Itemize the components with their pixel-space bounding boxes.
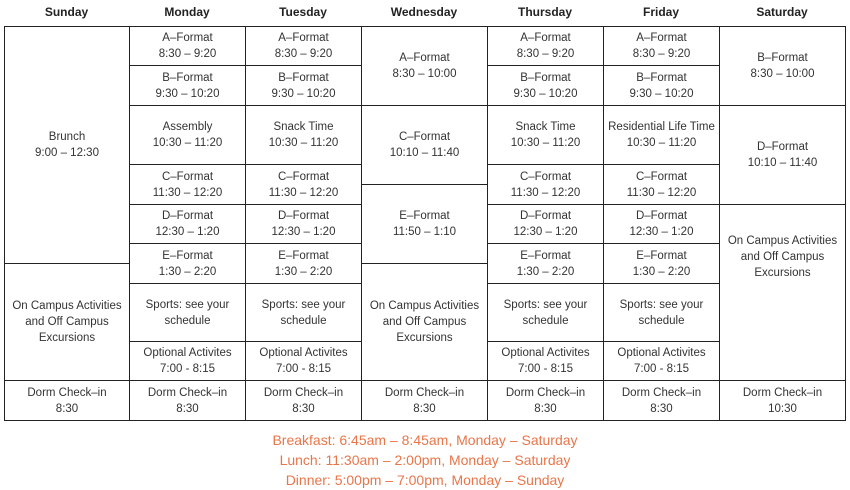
header-friday: Friday xyxy=(642,5,679,19)
cell-time: 8:30 – 9:20 xyxy=(516,48,575,60)
friday-residential-cell xyxy=(603,105,720,165)
cell-line: schedule xyxy=(280,314,327,327)
cell-title: B–Format xyxy=(636,71,687,84)
cell-title: Dorm Check–in xyxy=(742,386,823,399)
meal-breakfast: Breakfast: 6:45am – 8:45am, Monday – Saturday xyxy=(272,432,578,448)
monday-a-format-cell xyxy=(129,26,246,66)
friday-optional-cell xyxy=(603,341,720,381)
cell-time: 7:00 - 8:15 xyxy=(276,363,331,375)
friday-d-format-cell xyxy=(603,204,720,244)
cell-line: On Campus Activities xyxy=(12,300,122,312)
cell-time: 8:30 – 10:00 xyxy=(750,68,815,80)
cell-title: E–Format xyxy=(162,249,213,262)
cell-time: 9:30 – 10:20 xyxy=(271,87,336,100)
cell-title: D–Format xyxy=(519,210,572,222)
cell-time: 8:30 – 9:20 xyxy=(632,48,691,60)
cell-time: 10:30 – 11:20 xyxy=(626,137,697,149)
cell-time: 10:30 xyxy=(768,402,797,415)
cell-time: 10:10 – 11:40 xyxy=(747,157,818,169)
cell-line: schedule xyxy=(638,314,685,327)
cell-time: 8:30 xyxy=(650,402,673,415)
cell-line: and Off Campus xyxy=(740,251,825,263)
cell-time: 11:30 – 12:20 xyxy=(510,186,581,199)
cell-title: A–Format xyxy=(399,52,450,64)
wednesday-a-format-cell xyxy=(361,26,488,106)
thursday-d-format-cell xyxy=(487,204,604,244)
cell-title: D–Format xyxy=(161,210,214,222)
friday-sports-cell xyxy=(603,283,720,342)
friday-c-format-cell xyxy=(603,164,720,205)
cell-title: B–Format xyxy=(278,71,329,84)
cell-time: 1:30 – 2:20 xyxy=(158,265,217,278)
cell-time: 8:30 xyxy=(292,402,315,415)
friday-dorm-cell xyxy=(603,380,720,421)
cell-title: A–Format xyxy=(636,32,687,44)
cell-time: 8:30 xyxy=(55,402,79,415)
thursday-optional-cell xyxy=(487,341,604,381)
cell-title: A–Format xyxy=(278,32,329,44)
tuesday-e-format-cell xyxy=(245,243,362,284)
cell-line: On Campus Activities xyxy=(369,300,480,312)
cell-line: Sports: see your xyxy=(619,298,704,311)
cell-title: Optional Activites xyxy=(617,347,706,359)
cell-title: E–Format xyxy=(636,249,687,262)
cell-title: Dorm Check–in xyxy=(384,386,465,399)
header-monday: Monday xyxy=(164,5,210,19)
header-tuesday: Tuesday xyxy=(279,5,327,19)
thursday-sports-cell xyxy=(487,283,604,342)
cell-title: Assembly xyxy=(162,121,213,133)
tuesday-d-format-cell xyxy=(245,204,362,244)
cell-time: 1:30 – 2:20 xyxy=(516,265,575,278)
wednesday-e-format-cell xyxy=(361,184,488,264)
tuesday-sports-cell xyxy=(245,283,362,342)
cell-time: 11:30 – 12:20 xyxy=(268,186,339,199)
friday-e-format-cell xyxy=(603,243,720,284)
cell-time: 10:10 – 11:40 xyxy=(389,147,460,159)
meal-lunch: Lunch: 11:30am – 2:00pm, Monday – Saturday xyxy=(279,452,571,468)
tuesday-dorm-cell xyxy=(245,380,362,421)
tuesday-a-format-cell xyxy=(245,26,362,66)
cell-time: 12:30 – 1:20 xyxy=(629,226,694,238)
cell-time: 9:30 – 10:20 xyxy=(513,87,578,100)
cell-title: Dorm Check–in xyxy=(505,386,586,399)
header-thursday: Thursday xyxy=(517,5,572,19)
cell-title: D–Format xyxy=(635,210,688,222)
cell-line: On Campus Activities xyxy=(727,235,838,247)
cell-time: 8:30 xyxy=(534,402,557,415)
cell-title: Optional Activites xyxy=(143,347,232,359)
cell-title: E–Format xyxy=(520,249,571,262)
cell-line: Excursions xyxy=(396,332,453,344)
monday-dorm-cell xyxy=(129,380,246,421)
cell-time: 11:30 – 12:20 xyxy=(626,186,697,199)
cell-line: schedule xyxy=(522,314,569,327)
cell-time: 12:30 – 1:20 xyxy=(155,226,220,238)
cell-time: 12:30 – 1:20 xyxy=(271,226,336,238)
cell-line: Excursions xyxy=(754,267,811,279)
cell-title: E–Format xyxy=(399,210,450,222)
tuesday-optional-cell xyxy=(245,341,362,381)
monday-c-format-cell xyxy=(129,164,246,205)
tuesday-snack-cell xyxy=(245,105,362,165)
saturday-activities-cell xyxy=(719,204,846,381)
cell-time: 1:30 – 2:20 xyxy=(274,265,333,278)
header-saturday: Saturday xyxy=(756,5,808,19)
cell-line: Sports: see your xyxy=(503,298,588,311)
cell-title: Dorm Check–in xyxy=(263,386,344,399)
cell-title: D–Format xyxy=(277,210,330,222)
saturday-dorm-cell xyxy=(719,380,846,421)
cell-title: Optional Activites xyxy=(501,347,590,359)
cell-title: B–Format xyxy=(520,71,571,84)
cell-line: Sports: see your xyxy=(261,298,346,311)
thursday-dorm-cell xyxy=(487,380,604,421)
sunday-dorm-cell xyxy=(4,380,130,421)
monday-sports-cell xyxy=(129,283,246,342)
meal-dinner: Dinner: 5:00pm – 7:00pm, Monday – Sunday xyxy=(285,472,565,488)
monday-e-format-cell xyxy=(129,243,246,284)
wednesday-activities-cell xyxy=(361,263,488,381)
header-wednesday: Wednesday xyxy=(390,5,458,19)
wednesday-dorm-cell xyxy=(361,380,488,421)
monday-d-format-cell xyxy=(129,204,246,244)
cell-title: Brunch xyxy=(48,131,86,143)
cell-title: E–Format xyxy=(278,249,329,262)
cell-title: D–Format xyxy=(756,141,809,153)
cell-time: 1:30 – 2:20 xyxy=(632,265,691,278)
cell-title: Snack Time xyxy=(515,121,576,133)
thursday-e-format-cell xyxy=(487,243,604,284)
header-sunday: Sunday xyxy=(44,5,89,19)
friday-b-format-cell xyxy=(603,65,720,106)
cell-line: and Off Campus xyxy=(25,316,109,328)
cell-time: 9:00 – 12:30 xyxy=(35,147,99,159)
cell-time: 8:30 – 9:20 xyxy=(158,48,217,60)
thursday-c-format-cell xyxy=(487,164,604,205)
cell-title: Snack Time xyxy=(273,121,334,133)
cell-time: 10:30 – 11:20 xyxy=(152,137,223,149)
cell-title: Optional Activites xyxy=(259,347,348,359)
cell-line: Sports: see your xyxy=(145,298,230,311)
cell-time: 12:30 – 1:20 xyxy=(513,226,578,238)
cell-title: A–Format xyxy=(520,32,571,44)
cell-time: 8:30 xyxy=(413,402,436,415)
cell-title: C–Format xyxy=(635,170,688,183)
cell-line: and Off Campus xyxy=(382,316,467,328)
cell-time: 10:30 – 11:20 xyxy=(510,137,581,149)
cell-line: Excursions xyxy=(38,332,96,344)
monday-b-format-cell xyxy=(129,65,246,106)
cell-title: C–Format xyxy=(161,170,214,183)
cell-title: C–Format xyxy=(398,131,451,143)
tuesday-c-format-cell xyxy=(245,164,362,205)
cell-time: 8:30 – 9:20 xyxy=(274,48,333,60)
cell-title: Dorm Check–in xyxy=(147,386,228,399)
cell-time: 8:30 xyxy=(176,402,199,415)
cell-title: Dorm Check–in xyxy=(27,386,107,399)
cell-title: B–Format xyxy=(162,71,213,84)
thursday-snack-cell xyxy=(487,105,604,165)
monday-optional-cell xyxy=(129,341,246,381)
cell-time: 7:00 - 8:15 xyxy=(160,363,215,375)
cell-time: 11:50 – 1:10 xyxy=(392,226,457,238)
monday-assembly-cell xyxy=(129,105,246,165)
sunday-activities-cell xyxy=(4,263,130,381)
cell-title: Residential Life Time xyxy=(608,121,715,133)
wednesday-c-format-cell xyxy=(361,105,488,185)
saturday-d-format-cell xyxy=(719,105,846,205)
cell-line: schedule xyxy=(164,314,211,327)
cell-time: 11:30 – 12:20 xyxy=(152,186,223,199)
cell-time: 9:30 – 10:20 xyxy=(155,87,220,100)
friday-a-format-cell xyxy=(603,26,720,66)
cell-title: C–Format xyxy=(519,170,572,183)
cell-title: B–Format xyxy=(757,52,808,64)
cell-time: 7:00 - 8:15 xyxy=(518,363,573,375)
cell-time: 8:30 – 10:00 xyxy=(392,68,457,80)
cell-time: 7:00 - 8:15 xyxy=(634,363,689,375)
cell-title: Dorm Check–in xyxy=(621,386,702,399)
cell-time: 9:30 – 10:20 xyxy=(629,87,694,100)
thursday-b-format-cell xyxy=(487,65,604,106)
saturday-b-format-cell xyxy=(719,26,846,106)
cell-title: A–Format xyxy=(162,32,213,44)
cell-time: 10:30 – 11:20 xyxy=(268,137,339,149)
tuesday-b-format-cell xyxy=(245,65,362,106)
thursday-a-format-cell xyxy=(487,26,604,66)
sunday-brunch-cell xyxy=(4,26,130,264)
cell-title: C–Format xyxy=(277,170,330,183)
